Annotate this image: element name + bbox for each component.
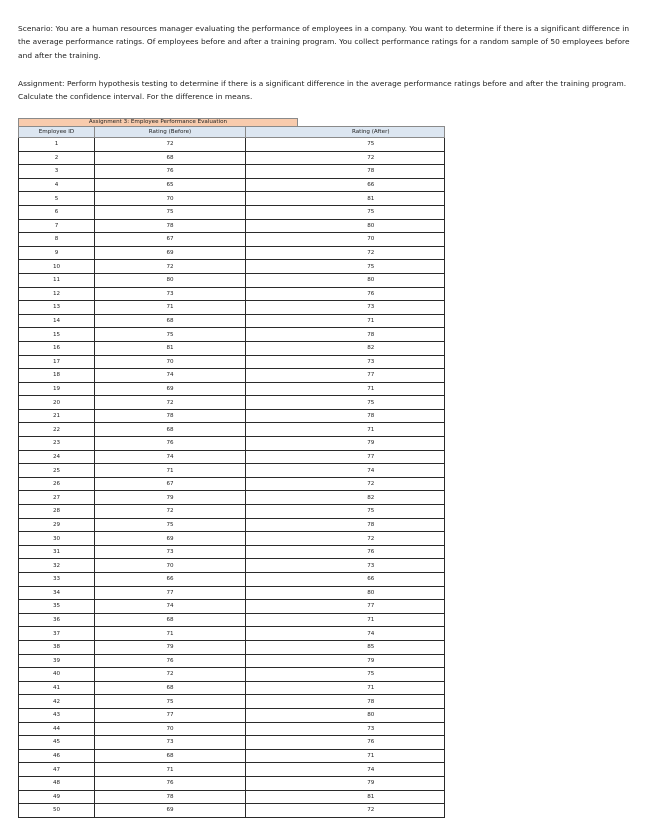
rating-before-cell: 68: [95, 151, 246, 165]
rating-before-cell: 74: [95, 600, 246, 614]
rating-after-cell: 76: [298, 736, 445, 750]
rating-after-cell: 71: [298, 423, 445, 437]
rating-before-cell: 72: [95, 260, 246, 274]
rating-before-cell: 68: [95, 423, 246, 437]
spacer-cell: [246, 233, 298, 247]
rating-after-cell: 75: [298, 668, 445, 682]
employee-id-cell: 50: [19, 804, 95, 818]
rating-after-cell: 73: [298, 559, 445, 573]
table-row: [19, 219, 445, 233]
rating-after-cell: 72: [298, 246, 445, 260]
rating-before-cell: 75: [95, 695, 246, 709]
rating-before-cell: 78: [95, 790, 246, 804]
table-row: [19, 736, 445, 750]
spacer-cell: [246, 287, 298, 301]
table-row: [19, 301, 445, 315]
rating-after-cell: 71: [298, 613, 445, 627]
spacer-cell: [246, 450, 298, 464]
employee-id-cell: 8: [19, 233, 95, 247]
table-row: [19, 708, 445, 722]
table-row: [19, 545, 445, 559]
employee-id-cell: 20: [19, 396, 95, 410]
rating-before-cell: 70: [95, 192, 246, 206]
rating-before-cell: 70: [95, 722, 246, 736]
rating-before-cell: 68: [95, 681, 246, 695]
rating-after-cell: 75: [298, 260, 445, 274]
table-row: [19, 559, 445, 573]
rating-before-cell: 78: [95, 219, 246, 233]
rating-after-cell: 81: [298, 790, 445, 804]
spacer-cell: [246, 613, 298, 627]
table-row: [19, 260, 445, 274]
employee-id-cell: 30: [19, 532, 95, 546]
employee-id-cell: 4: [19, 178, 95, 192]
employee-id-cell: 31: [19, 545, 95, 559]
rating-before-cell: 75: [95, 518, 246, 532]
spacer-cell: [246, 722, 298, 736]
rating-after-cell: 81: [298, 192, 445, 206]
rating-after-cell: 75: [298, 205, 445, 219]
employee-id-cell: 2: [19, 151, 95, 165]
rating-before-cell: 74: [95, 369, 246, 383]
table-body: [19, 138, 445, 818]
employee-id-cell: 34: [19, 586, 95, 600]
rating-before-header: Rating (Before): [95, 127, 246, 138]
employee-id-cell: 17: [19, 355, 95, 369]
table-row: [19, 668, 445, 682]
rating-before-cell: 65: [95, 178, 246, 192]
spacer-cell: [246, 681, 298, 695]
employee-id-cell: 11: [19, 273, 95, 287]
rating-before-cell: 69: [95, 382, 246, 396]
rating-before-cell: 69: [95, 804, 246, 818]
rating-before-cell: 81: [95, 341, 246, 355]
table-header-row: [19, 127, 445, 138]
table-row: [19, 314, 445, 328]
rating-after-cell: 75: [298, 396, 445, 410]
rating-after-cell: 76: [298, 545, 445, 559]
employee-id-cell: 44: [19, 722, 95, 736]
rating-before-cell: 69: [95, 246, 246, 260]
spacer-cell: [246, 301, 298, 315]
table-row: [19, 382, 445, 396]
employee-id-cell: 9: [19, 246, 95, 260]
rating-after-cell: 82: [298, 341, 445, 355]
spacer-cell: [246, 776, 298, 790]
employee-id-cell: 23: [19, 437, 95, 451]
rating-after-cell: 75: [298, 138, 445, 152]
rating-after-cell: 77: [298, 600, 445, 614]
employee-id-cell: 3: [19, 165, 95, 179]
table-caption: Assignment 3: Employee Performance Evaluation: [19, 119, 298, 127]
employee-id-cell: 33: [19, 573, 95, 587]
employee-id-cell: 27: [19, 491, 95, 505]
employee-id-cell: 46: [19, 749, 95, 763]
rating-before-cell: 71: [95, 627, 246, 641]
table-row: [19, 722, 445, 736]
rating-after-cell: 73: [298, 722, 445, 736]
spacer-cell: [246, 396, 298, 410]
employee-id-cell: 25: [19, 464, 95, 478]
spacer-cell: [246, 355, 298, 369]
table-row: [19, 287, 445, 301]
rating-after-cell: 79: [298, 437, 445, 451]
spacer-cell: [246, 600, 298, 614]
table-row: [19, 477, 445, 491]
performance-table: [18, 118, 445, 818]
rating-after-cell: 74: [298, 763, 445, 777]
rating-after-cell: 85: [298, 640, 445, 654]
employee-id-cell: 43: [19, 708, 95, 722]
table-row: [19, 695, 445, 709]
spacer-cell: [246, 654, 298, 668]
table-row: [19, 600, 445, 614]
rating-before-cell: 75: [95, 328, 246, 342]
employee-id-cell: 35: [19, 600, 95, 614]
table-row: [19, 763, 445, 777]
rating-before-cell: 71: [95, 301, 246, 315]
spacer-cell: [246, 178, 298, 192]
table-row: [19, 369, 445, 383]
employee-id-cell: 12: [19, 287, 95, 301]
spacer-cell: [246, 491, 298, 505]
employee-id-cell: 45: [19, 736, 95, 750]
table-row: [19, 233, 445, 247]
employee-id-header: Employee ID: [19, 127, 95, 138]
spacer-cell: [246, 246, 298, 260]
rating-before-cell: 71: [95, 464, 246, 478]
rating-after-cell: 80: [298, 586, 445, 600]
employee-id-cell: 40: [19, 668, 95, 682]
rating-before-cell: 72: [95, 505, 246, 519]
table-row: [19, 246, 445, 260]
employee-id-cell: 32: [19, 559, 95, 573]
spacer-cell: [246, 559, 298, 573]
table-row: [19, 273, 445, 287]
rating-after-cell: 80: [298, 708, 445, 722]
table-row: [19, 640, 445, 654]
rating-before-cell: 73: [95, 287, 246, 301]
table-row: [19, 804, 445, 818]
rating-before-cell: 79: [95, 491, 246, 505]
employee-id-cell: 19: [19, 382, 95, 396]
rating-after-header: Rating (After): [298, 127, 445, 138]
employee-id-cell: 10: [19, 260, 95, 274]
spacer-cell: [246, 804, 298, 818]
rating-after-cell: 74: [298, 464, 445, 478]
spacer-cell: [246, 736, 298, 750]
rating-before-cell: 70: [95, 559, 246, 573]
rating-after-cell: 73: [298, 355, 445, 369]
employee-id-cell: 13: [19, 301, 95, 315]
table-row: [19, 192, 445, 206]
spacer-cell: [246, 708, 298, 722]
rating-before-cell: 68: [95, 613, 246, 627]
employee-id-cell: 18: [19, 369, 95, 383]
spacer-cell: [246, 328, 298, 342]
table-row: [19, 749, 445, 763]
spacer-cell: [246, 423, 298, 437]
rating-before-cell: 67: [95, 477, 246, 491]
rating-after-cell: 78: [298, 165, 445, 179]
employee-id-cell: 29: [19, 518, 95, 532]
rating-before-cell: 73: [95, 545, 246, 559]
rating-before-cell: 78: [95, 409, 246, 423]
rating-after-cell: 76: [298, 287, 445, 301]
rating-before-cell: 68: [95, 749, 246, 763]
rating-before-cell: 75: [95, 205, 246, 219]
spacer-cell: [246, 382, 298, 396]
spacer-cell: [246, 369, 298, 383]
rating-after-cell: 80: [298, 219, 445, 233]
spacer-cell: [246, 205, 298, 219]
table-row: [19, 423, 445, 437]
spacer-cell: [246, 409, 298, 423]
rating-after-cell: 79: [298, 776, 445, 790]
employee-id-cell: 49: [19, 790, 95, 804]
employee-id-cell: 21: [19, 409, 95, 423]
spacer-cell: [246, 545, 298, 559]
spacer-cell: [246, 790, 298, 804]
rating-after-cell: 75: [298, 505, 445, 519]
rating-after-cell: 77: [298, 369, 445, 383]
table-row: [19, 205, 445, 219]
rating-after-cell: 78: [298, 695, 445, 709]
table-row: [19, 450, 445, 464]
rating-after-cell: 70: [298, 233, 445, 247]
employee-id-cell: 28: [19, 505, 95, 519]
header-spacer: [246, 127, 298, 138]
rating-before-cell: 67: [95, 233, 246, 247]
table-row: [19, 396, 445, 410]
employee-id-cell: 47: [19, 763, 95, 777]
spacer-cell: [246, 749, 298, 763]
spacer-cell: [246, 627, 298, 641]
rating-after-cell: 71: [298, 749, 445, 763]
table-row: [19, 151, 445, 165]
rating-after-cell: 72: [298, 532, 445, 546]
employee-id-cell: 24: [19, 450, 95, 464]
employee-id-cell: 5: [19, 192, 95, 206]
rating-before-cell: 69: [95, 532, 246, 546]
rating-after-cell: 66: [298, 178, 445, 192]
rating-after-cell: 77: [298, 450, 445, 464]
employee-id-cell: 26: [19, 477, 95, 491]
rating-before-cell: 72: [95, 138, 246, 152]
employee-id-cell: 1: [19, 138, 95, 152]
table-row: [19, 328, 445, 342]
spacer-cell: [246, 477, 298, 491]
rating-after-cell: 78: [298, 518, 445, 532]
rating-before-cell: 70: [95, 355, 246, 369]
table-row: [19, 532, 445, 546]
table-row: [19, 138, 445, 152]
table-row: [19, 654, 445, 668]
spacer-cell: [246, 192, 298, 206]
table-row: [19, 573, 445, 587]
spacer-cell: [246, 464, 298, 478]
rating-after-cell: 79: [298, 654, 445, 668]
performance-table-container: [18, 118, 445, 818]
rating-before-cell: 68: [95, 314, 246, 328]
table-row: [19, 355, 445, 369]
rating-before-cell: 76: [95, 776, 246, 790]
table-row: [19, 518, 445, 532]
table-row: [19, 437, 445, 451]
spacer-cell: [246, 505, 298, 519]
table-row: [19, 613, 445, 627]
table-row: [19, 790, 445, 804]
table-row: [19, 681, 445, 695]
rating-before-cell: 72: [95, 668, 246, 682]
rating-after-cell: 66: [298, 573, 445, 587]
spacer-cell: [246, 260, 298, 274]
spacer-cell: [246, 763, 298, 777]
rating-before-cell: 79: [95, 640, 246, 654]
table-row: [19, 776, 445, 790]
rating-after-cell: 74: [298, 627, 445, 641]
rating-before-cell: 76: [95, 165, 246, 179]
employee-id-cell: 41: [19, 681, 95, 695]
employee-id-cell: 16: [19, 341, 95, 355]
rating-after-cell: 71: [298, 382, 445, 396]
rating-after-cell: 80: [298, 273, 445, 287]
employee-id-cell: 48: [19, 776, 95, 790]
rating-after-cell: 78: [298, 409, 445, 423]
table-row: [19, 464, 445, 478]
spacer-cell: [246, 314, 298, 328]
spacer-cell: [246, 138, 298, 152]
rating-after-cell: 71: [298, 314, 445, 328]
rating-before-cell: 74: [95, 450, 246, 464]
employee-id-cell: 6: [19, 205, 95, 219]
spacer-cell: [246, 586, 298, 600]
rating-after-cell: 71: [298, 681, 445, 695]
table-row: [19, 165, 445, 179]
spacer-cell: [246, 219, 298, 233]
rating-after-cell: 72: [298, 804, 445, 818]
spacer-cell: [246, 165, 298, 179]
table-row: [19, 505, 445, 519]
rating-before-cell: 72: [95, 396, 246, 410]
employee-id-cell: 7: [19, 219, 95, 233]
rating-before-cell: 77: [95, 708, 246, 722]
employee-id-cell: 39: [19, 654, 95, 668]
table-row: [19, 341, 445, 355]
rating-before-cell: 71: [95, 763, 246, 777]
employee-id-cell: 36: [19, 613, 95, 627]
spacer-cell: [246, 640, 298, 654]
table-row: [19, 627, 445, 641]
spacer-cell: [246, 573, 298, 587]
table-row: [19, 586, 445, 600]
rating-before-cell: 77: [95, 586, 246, 600]
spacer-cell: [246, 341, 298, 355]
rating-before-cell: 73: [95, 736, 246, 750]
spacer-cell: [246, 518, 298, 532]
rating-before-cell: 76: [95, 654, 246, 668]
rating-before-cell: 80: [95, 273, 246, 287]
rating-after-cell: 72: [298, 477, 445, 491]
spacer-cell: [246, 532, 298, 546]
spacer-cell: [246, 151, 298, 165]
assignment-paragraph: Assignment: Perform hypothesis testing to determine if there is a significant difference in the average performance ratings before and after the training program. Calculate the confidence interval. For the difference in means.: [18, 79, 627, 102]
employee-id-cell: 15: [19, 328, 95, 342]
rating-before-cell: 66: [95, 573, 246, 587]
spacer-cell: [246, 273, 298, 287]
table-row: [19, 178, 445, 192]
table-caption-row: [19, 119, 445, 127]
spacer-cell: [246, 668, 298, 682]
employee-id-cell: 14: [19, 314, 95, 328]
table-row: [19, 491, 445, 505]
table-row: [19, 409, 445, 423]
employee-id-cell: 42: [19, 695, 95, 709]
rating-after-cell: 72: [298, 151, 445, 165]
spacer-cell: [246, 695, 298, 709]
rating-after-cell: 73: [298, 301, 445, 315]
employee-id-cell: 22: [19, 423, 95, 437]
scenario-paragraph: Scenario: You are a human resources manager evaluating the performance of employees in a company. You want to determine if there is a significant difference in the average performance ratings. Of employees before and after a training program. You collect performance ratings for a random sample of 50 employees before and after the training.: [18, 24, 630, 60]
rating-after-cell: 78: [298, 328, 445, 342]
spacer-cell: [246, 437, 298, 451]
employee-id-cell: 38: [19, 640, 95, 654]
employee-id-cell: 37: [19, 627, 95, 641]
rating-after-cell: 82: [298, 491, 445, 505]
rating-before-cell: 76: [95, 437, 246, 451]
